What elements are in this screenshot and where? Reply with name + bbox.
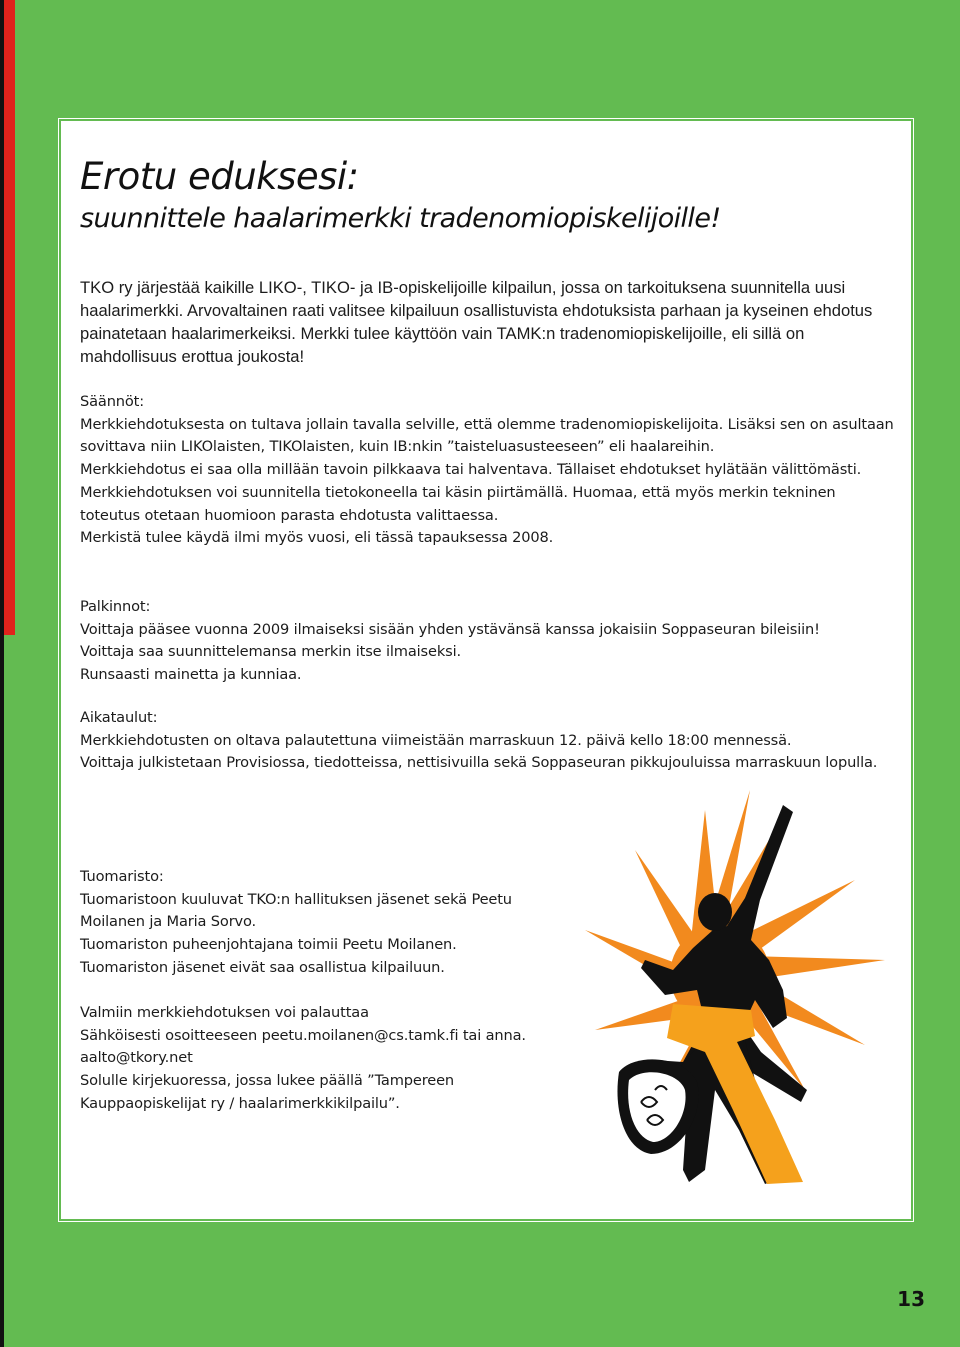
rules-line: Merkkiehdotus ei saa olla millään tavoin pilkkaava tai halventava. Tällaiset ehdotukset hylätään välittömästi. (80, 461, 862, 479)
page-number: 13 (897, 1287, 925, 1311)
rules-section (80, 391, 894, 550)
prizes-line: Voittaja pääsee vuonna 2009 ilmaiseksi sisään yhden ystävänsä kanssa jokaisiin Soppaseuran bileisiin! (80, 620, 820, 638)
prizes-section (80, 596, 894, 687)
left-accent-bar (4, 0, 15, 635)
submission-heading: Valmiin merkkiehdotuksen voi palauttaa (80, 1004, 369, 1021)
rules-line: Merkkiehdotuksesta on tultava jollain tavalla selville, että olemme tradenomiopiskelijoita. Lisäksi sen on asultaan sovittava niin LIKOlaisten, TIKOlaisten, kuin IB:nkin ”taisteluasusteeseen” eli haalareihin. (80, 415, 894, 456)
page-subtitle: suunnittele haalarimerkki tradenomiopiskelijoille! (80, 203, 721, 234)
prizes-heading: Palkinnot: (80, 598, 151, 615)
rules-line: Merkistä tulee käydä ilmi myös vuosi, eli tässä tapauksessa 2008. (80, 529, 554, 547)
schedule-line: Merkkiehdotusten on oltava palautettuna viimeistään marraskuun 12. päivä kello 18:00 mennessä. (80, 731, 792, 749)
page-title: Erotu eduksesi: (80, 155, 359, 198)
submission-line: Sähköisesti osoitteeseen peetu.moilanen@cs.tamk.fi tai anna. aalto@tkory.net (80, 1026, 526, 1067)
submission-line: Solulle kirjekuoressa, jossa lukee päällä ”Tampereen Kauppaopiskelijat ry / haalarimerkkikilpailu”. (80, 1072, 455, 1112)
schedule-heading: Aikataulut: (80, 709, 158, 726)
prizes-line: Runsaasti mainetta ja kunniaa. (80, 666, 302, 684)
prizes-line: Voittaja saa suunnittelemansa merkin itse ilmaiseksi. (80, 643, 461, 661)
schedule-line: Voittaja julkistetaan Provisiossa, tiedotteissa, nettisivuilla sekä Soppaseuran pikkujouluissa marraskuun lopulla. (80, 754, 878, 772)
jury-heading: Tuomaristo: (80, 868, 164, 885)
jury-line: Tuomaristoon kuuluvat TKO:n hallituksen jäsenet sekä Peetu Moilanen ja Maria Sorvo. (80, 890, 512, 931)
submission-section (80, 1002, 570, 1116)
schedule-section (80, 707, 894, 775)
intro-paragraph: TKO ry järjestää kaikille LIKO-, TIKO- ja IB-opiskelijoille kilpailun, jossa on tarkoituksena suunnitella uusi haalarimerkki. Arvovaltainen raati valitsee kilpailuun osallistuvista ehdotuksista parhaan ja kyseinen ehdotus painatetaan haalarimerkeiksi. Merkki tulee käyttöön vain TAMK:n tradenomiopiskelijoille, eli sillä on mahdollisuus erottua joukosta! (80, 278, 873, 366)
jury-line: Tuomariston puheenjohtajana toimii Peetu Moilanen. (80, 936, 457, 954)
rules-heading: Säännöt: (80, 393, 145, 410)
dancer-illustration (555, 790, 905, 1190)
rules-line: Merkkiehdotuksen voi suunnitella tietokoneella tai käsin piirtämällä. Huomaa, että myös merkin tekninen toteutus otetaan huomioon parasta ehdotusta valittaessa. (80, 483, 836, 524)
jury-line: Tuomariston jäsenet eivät saa osallistua kilpailuun. (80, 958, 445, 976)
jury-section (80, 866, 570, 980)
